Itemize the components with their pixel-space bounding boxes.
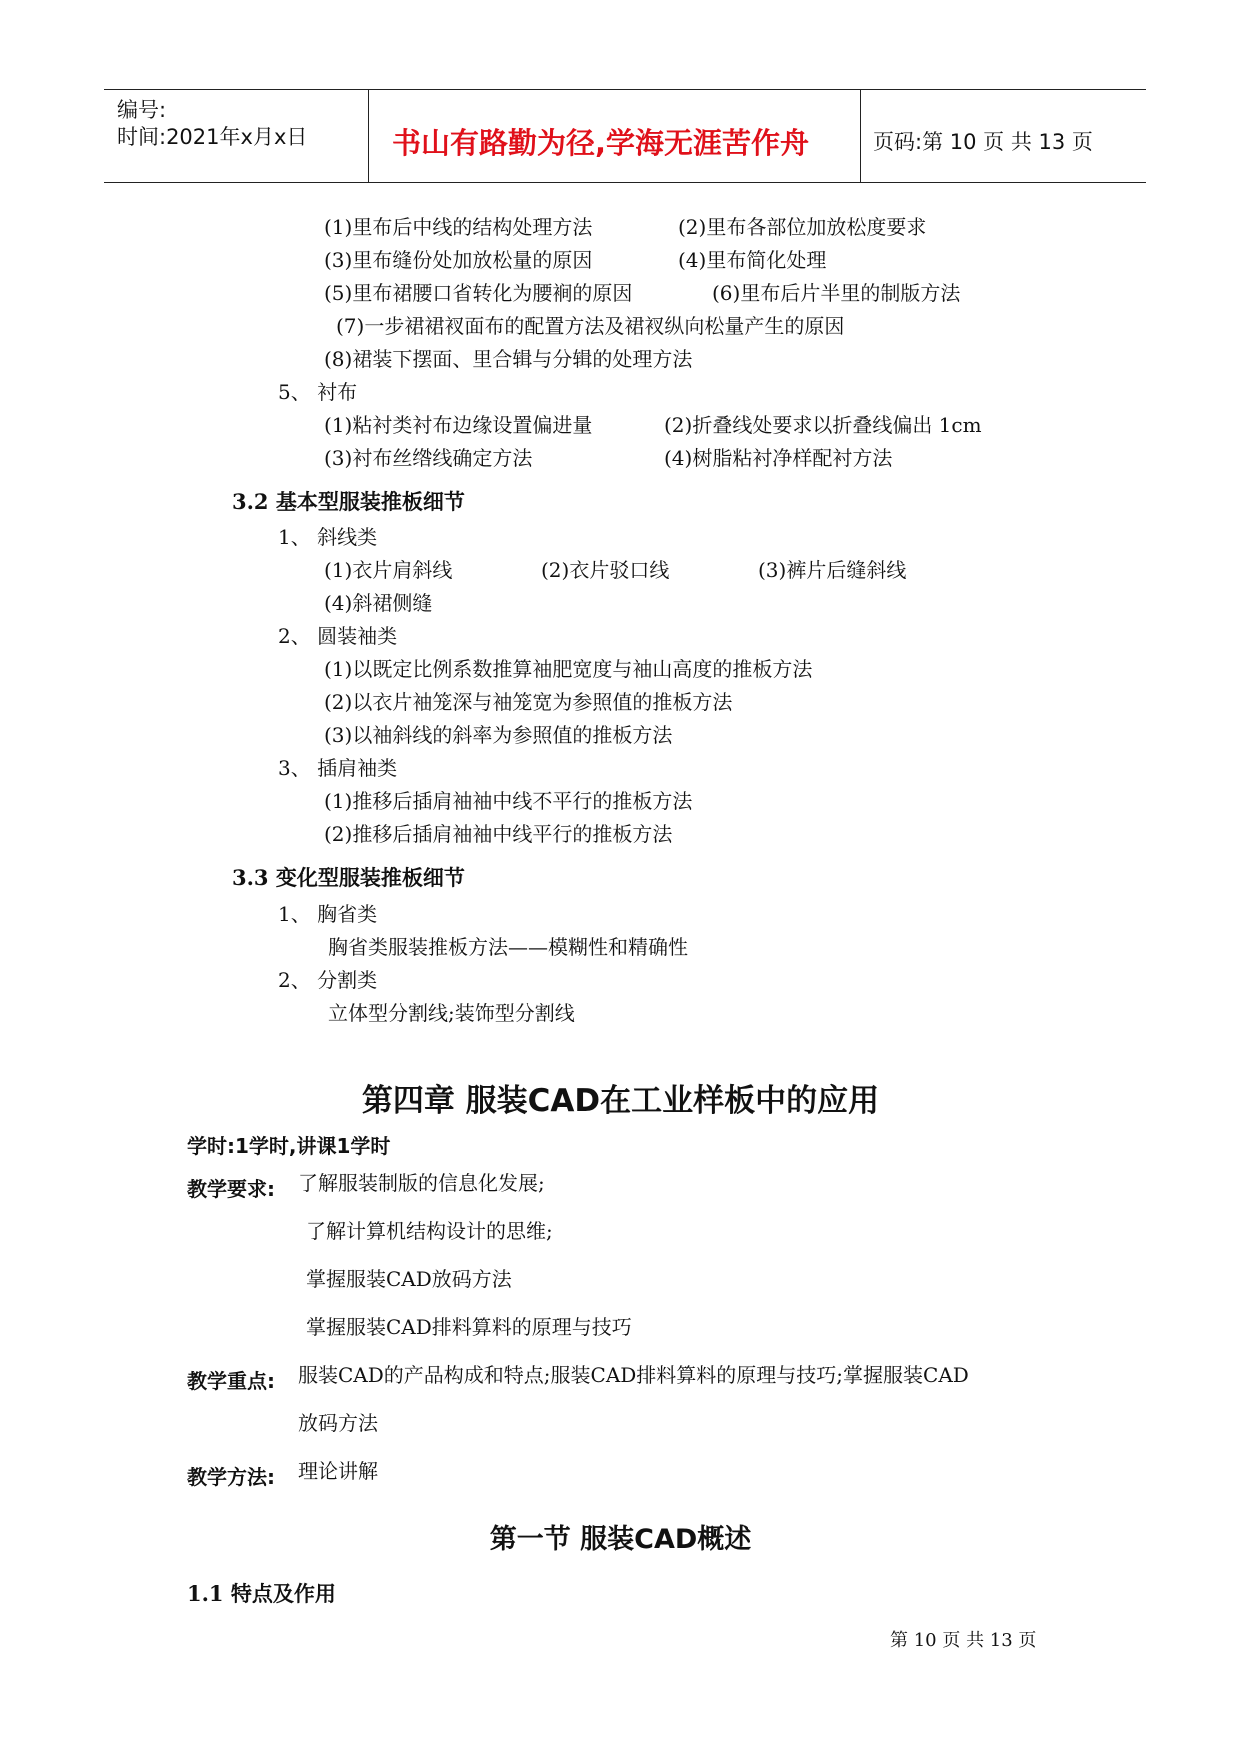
header-number-label: 编号: bbox=[117, 98, 167, 122]
lining-item: (7)一步裙裙衩面布的配置方法及裙衩纵向松量产生的原因 bbox=[336, 314, 845, 338]
chapter-title: 第四章 服装CAD在工业样板中的应用 bbox=[361, 1083, 880, 1119]
requirements-label: 教学要求: bbox=[187, 1177, 275, 1201]
group-item: (4)斜裙侧缝 bbox=[324, 591, 433, 615]
footer-page-number: 第 10 页 共 13 页 bbox=[890, 1630, 1037, 1651]
lining-item: (4)里布简化处理 bbox=[678, 248, 827, 272]
requirement-item: 掌握服装CAD排料算料的原理与技巧 bbox=[306, 1315, 632, 1339]
group-item: (1)以既定比例系数推算袖肥宽度与袖山高度的推板方法 bbox=[324, 657, 813, 681]
group-title: 1、 斜线类 bbox=[278, 525, 378, 549]
requirement-item: 了解服装制版的信息化发展; bbox=[298, 1171, 545, 1195]
header-motto: 书山有路勤为径,学海无涯苦作舟 bbox=[392, 126, 810, 160]
section-3-3-title: 3.3 变化型服装推板细节 bbox=[232, 865, 465, 890]
interlining-item: (4)树脂粘衬净样配衬方法 bbox=[664, 446, 893, 470]
interlining-item: (1)粘衬类衬布边缘设置偏进量 bbox=[324, 413, 593, 437]
lining-item: (8)裙装下摆面、里合辑与分辑的处理方法 bbox=[324, 347, 693, 371]
course-hours: 学时:1学时,讲课1学时 bbox=[187, 1134, 391, 1158]
group-item: (1)推移后插肩袖袖中线不平行的推板方法 bbox=[324, 789, 693, 813]
header-divider-1 bbox=[368, 89, 369, 183]
focus-label: 教学重点: bbox=[187, 1369, 275, 1393]
header-divider-2 bbox=[860, 89, 861, 183]
lining-item: (1)里布后中线的结构处理方法 bbox=[324, 215, 593, 239]
group-text: 胸省类服装推板方法——模糊性和精确性 bbox=[328, 935, 688, 959]
group-title: 2、 圆装袖类 bbox=[278, 624, 398, 648]
interlining-title: 5、 衬布 bbox=[278, 380, 358, 404]
lining-item: (5)里布裙腰口省转化为腰裥的原因 bbox=[324, 281, 633, 305]
group-item: (2)以衣片袖笼深与袖笼宽为参照值的推板方法 bbox=[324, 690, 733, 714]
group-item: (2)推移后插肩袖袖中线平行的推板方法 bbox=[324, 822, 673, 846]
interlining-item: (3)衬布丝绺线确定方法 bbox=[324, 446, 533, 470]
group-item: (1)衣片肩斜线 bbox=[324, 558, 453, 582]
lining-item: (3)里布缝份处加放松量的原因 bbox=[324, 248, 593, 272]
header-bottom-border bbox=[104, 182, 1146, 183]
group-title: 2、 分割类 bbox=[278, 968, 378, 992]
group-title: 3、 插肩袖类 bbox=[278, 756, 398, 780]
interlining-item: (2)折叠线处要求以折叠线偏出 1cm bbox=[664, 413, 982, 437]
section-3-2-title: 3.2 基本型服装推板细节 bbox=[232, 489, 465, 514]
group-text: 立体型分割线;装饰型分割线 bbox=[328, 1001, 575, 1025]
requirement-item: 了解计算机结构设计的思维; bbox=[306, 1219, 553, 1243]
focus-text-cont: 放码方法 bbox=[298, 1411, 378, 1435]
group-title: 1、 胸省类 bbox=[278, 902, 378, 926]
subsection-1-1-title: 1.1 特点及作用 bbox=[187, 1581, 336, 1606]
method-text: 理论讲解 bbox=[298, 1459, 378, 1483]
section-1-title: 第一节 服装CAD概述 bbox=[489, 1524, 752, 1555]
requirement-item: 掌握服装CAD放码方法 bbox=[306, 1267, 512, 1291]
lining-item: (2)里布各部位加放松度要求 bbox=[678, 215, 927, 239]
lining-item: (6)里布后片半里的制版方法 bbox=[712, 281, 961, 305]
group-item: (3)以袖斜线的斜率为参照值的推板方法 bbox=[324, 723, 673, 747]
group-item: (3)裤片后缝斜线 bbox=[758, 558, 907, 582]
focus-text: 服装CAD的产品构成和特点;服装CAD排料算料的原理与技巧;掌握服装CAD bbox=[298, 1363, 969, 1387]
header-top-border bbox=[104, 89, 1146, 90]
method-label: 教学方法: bbox=[187, 1465, 275, 1489]
header-page-label: 页码:第 10 页 共 13 页 bbox=[873, 130, 1093, 154]
group-item: (2)衣片驳口线 bbox=[541, 558, 670, 582]
header-time-label: 时间:2021年x月x日 bbox=[117, 125, 308, 149]
